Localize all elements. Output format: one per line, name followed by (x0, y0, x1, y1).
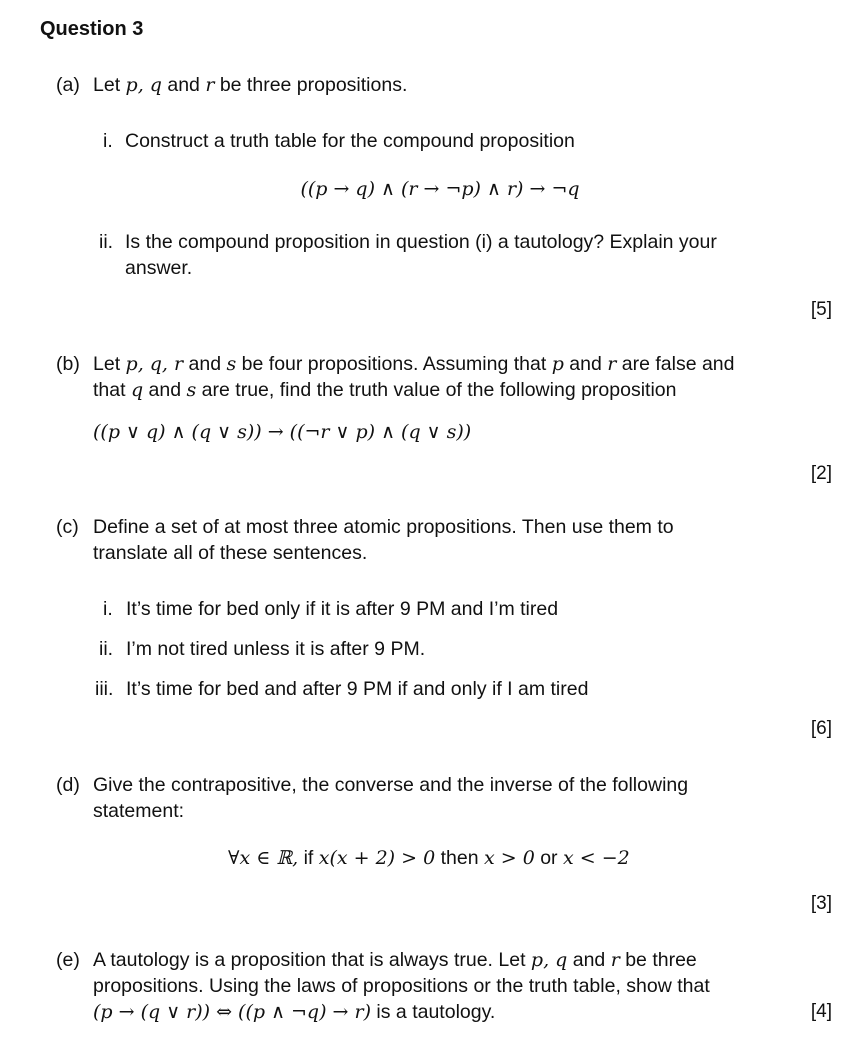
part-b-line2: that q and s are true, find the truth value of the following proposition (93, 379, 677, 401)
part-b-line1: Let p, q, r and s be four propositions. Assuming that p and r are false and (93, 353, 735, 375)
part-a-ii-line1: Is the compound proposition in question (i) a tautology? Explain your (125, 231, 717, 253)
part-b-label: (b) (56, 353, 80, 375)
part-c-item-label: i. (103, 598, 113, 620)
part-d-line1: Give the contrapositive, the converse and the inverse of the following (93, 774, 689, 796)
part-e-line3: (p → (q ∨ r)) ⇔ ((p ∧ ¬q) → r) is a tautology. (93, 1001, 496, 1023)
part-e-label: (e) (56, 949, 80, 971)
part-e-line2: propositions. Using the laws of propositions or the truth table, show that (93, 975, 710, 997)
part-a-formula: ((p → q) ∧ (r → ¬p) ∧ r) → ¬q (300, 178, 580, 200)
part-c-label: (c) (56, 516, 79, 538)
part-c-line2: translate all of these sentences. (93, 542, 368, 564)
part-c-item-text: It’s time for bed only if it is after 9 PM and I’m tired (126, 598, 559, 620)
part-a-ii-line2: answer. (125, 257, 193, 279)
part-c-marks: [6] (810, 718, 832, 739)
part-d-formula: ∀x ∈ ℝ, if x(x + 2) > 0 then x > 0 or x < −2 (228, 847, 630, 869)
part-c-item-label: iii. (95, 678, 114, 700)
part-b-marks: [2] (810, 463, 832, 484)
part-a-label: (a) (56, 74, 80, 96)
part-c-item-text: I’m not tired unless it is after 9 PM. (126, 638, 426, 660)
part-c-item-label: ii. (99, 638, 114, 660)
part-a-ii-label: ii. (99, 231, 114, 253)
part-c-line1: Define a set of at most three atomic propositions. Then use them to (93, 516, 674, 538)
part-e-line1: A tautology is a proposition that is always true. Let p, q and r be three (93, 949, 697, 971)
part-d-marks: [3] (810, 893, 832, 914)
part-d-label: (d) (56, 774, 80, 796)
part-a-intro: Let p, q and r be three propositions. (93, 74, 408, 96)
part-c-item-text: It’s time for bed and after 9 PM if and only if I am tired (126, 678, 589, 700)
part-d-line2: statement: (93, 800, 185, 822)
question-title: Question 3 (40, 18, 144, 40)
part-a-i-text: Construct a truth table for the compound proposition (125, 130, 575, 152)
part-a-i-label: i. (103, 130, 113, 152)
part-b-formula: ((p ∨ q) ∧ (q ∨ s)) → ((¬r ∨ p) ∧ (q ∨ s)) (93, 421, 472, 443)
part-e-marks: [4] (810, 1001, 832, 1022)
part-a-marks: [5] (810, 299, 832, 320)
